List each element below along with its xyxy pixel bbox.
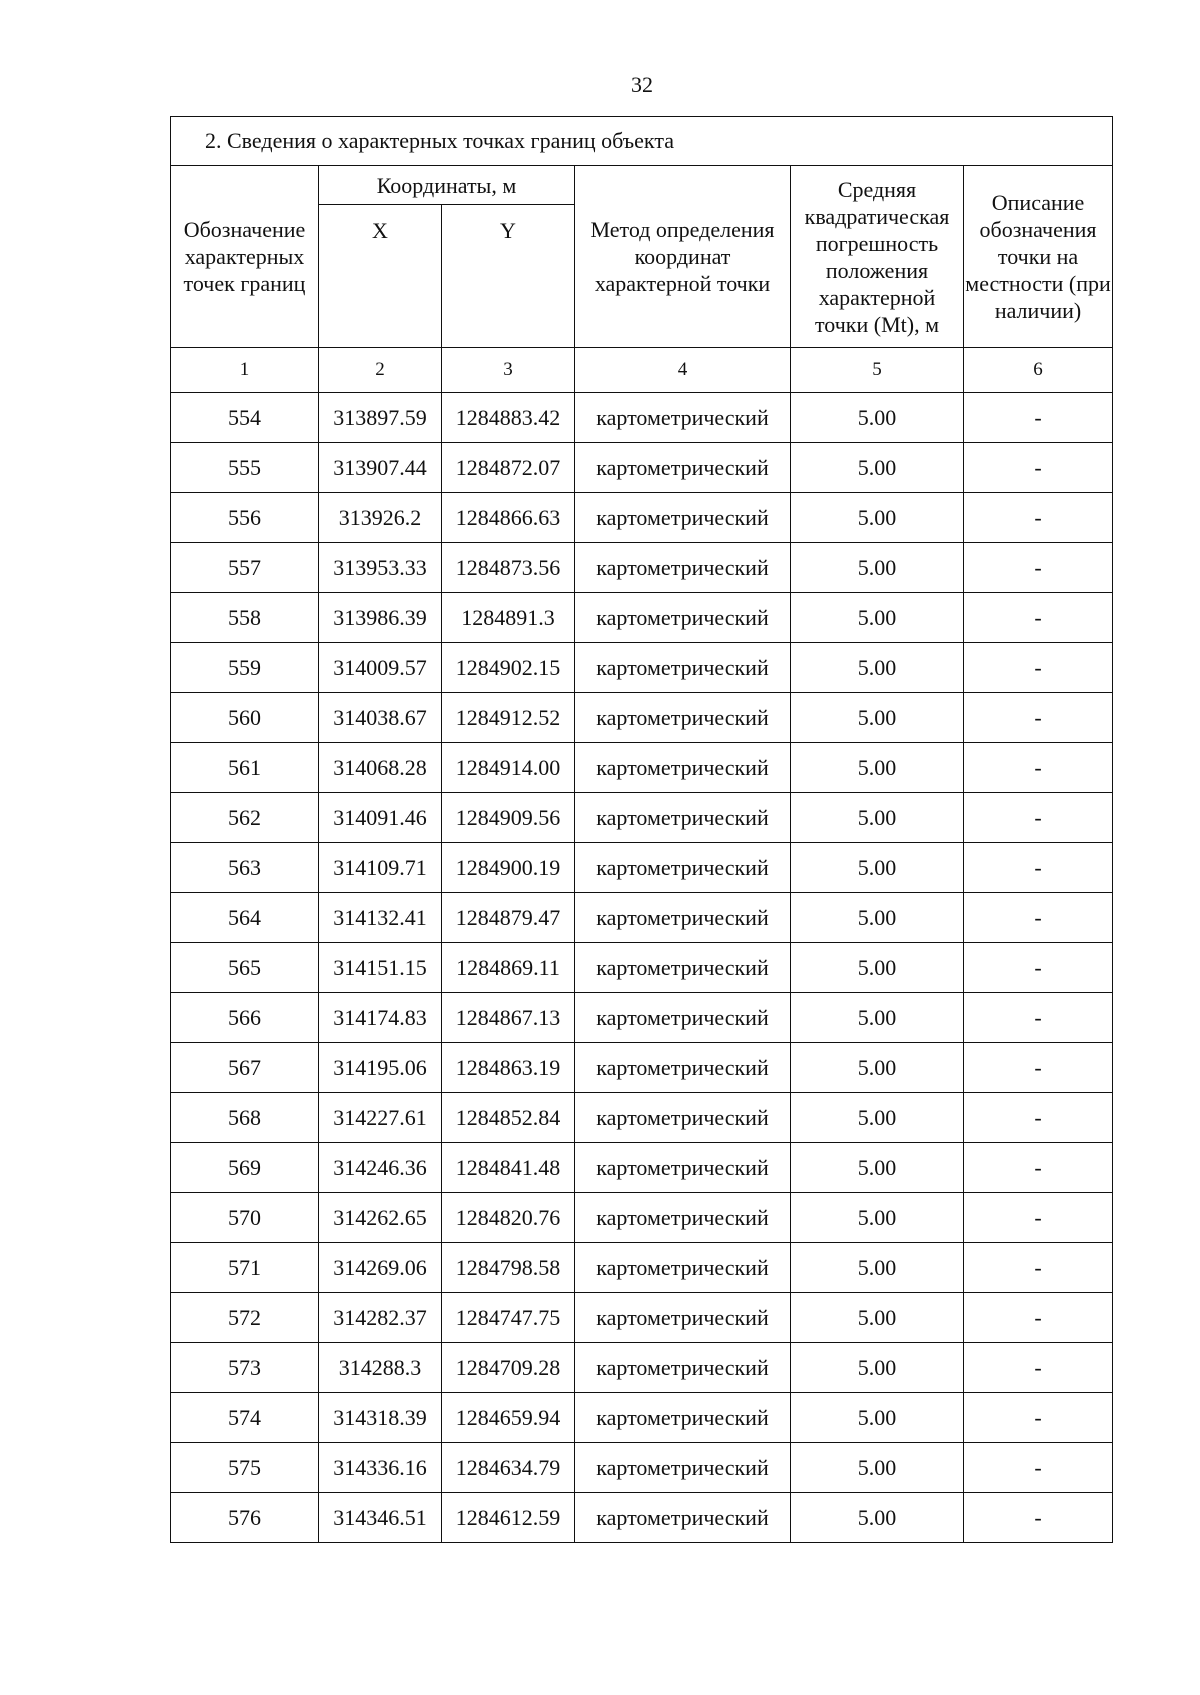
point-id-cell: 574 — [171, 1393, 319, 1443]
header-method: Метод определения координат характерной точки — [575, 166, 791, 348]
point-id-cell: 559 — [171, 643, 319, 693]
x-coordinate-cell: 314038.67 — [319, 693, 442, 743]
error-cell: 5.00 — [791, 1493, 964, 1543]
page-number: 32 — [631, 72, 653, 97]
x-coordinate-cell: 314151.15 — [319, 943, 442, 993]
x-coordinate-cell: 314091.46 — [319, 793, 442, 843]
table-row — [171, 393, 1113, 443]
y-coordinate-cell: 1284902.15 — [442, 643, 575, 693]
description-cell: - — [964, 793, 1113, 843]
error-cell: 5.00 — [791, 993, 964, 1043]
method-cell: картометрический — [575, 793, 791, 843]
x-coordinate-cell: 313897.59 — [319, 393, 442, 443]
method-cell: картометрический — [575, 993, 791, 1043]
table-row — [171, 1293, 1113, 1343]
method-cell: картометрический — [575, 1243, 791, 1293]
x-coordinate-cell: 314195.06 — [319, 1043, 442, 1093]
y-coordinate-cell: 1284912.52 — [442, 693, 575, 743]
x-coordinate-cell: 314282.37 — [319, 1293, 442, 1343]
error-cell: 5.00 — [791, 843, 964, 893]
method-cell: картометрический — [575, 1043, 791, 1093]
x-coordinate-cell: 314227.61 — [319, 1093, 442, 1143]
method-cell: картометрический — [575, 1493, 791, 1543]
section-title: 2. Сведения о характерных точках границ объекта — [171, 117, 1113, 166]
point-id-cell: 576 — [171, 1493, 319, 1543]
description-cell: - — [964, 1043, 1113, 1093]
description-cell: - — [964, 643, 1113, 693]
point-id-cell: 558 — [171, 593, 319, 643]
method-cell: картометрический — [575, 443, 791, 493]
method-cell: картометрический — [575, 943, 791, 993]
method-cell: картометрический — [575, 1393, 791, 1443]
table-row — [171, 1493, 1113, 1543]
table-row — [171, 943, 1113, 993]
header-description: Описание обозначения точки на местности (при наличии) — [964, 166, 1113, 348]
method-cell: картометрический — [575, 1143, 791, 1193]
column-number-row — [171, 348, 1113, 393]
error-cell: 5.00 — [791, 1393, 964, 1443]
table-row — [171, 993, 1113, 1043]
x-coordinate-cell: 314174.83 — [319, 993, 442, 1043]
point-id-cell: 555 — [171, 443, 319, 493]
error-cell: 5.00 — [791, 1143, 964, 1193]
method-cell: картометрический — [575, 643, 791, 693]
description-cell: - — [964, 1243, 1113, 1293]
table-row — [171, 1343, 1113, 1393]
description-cell: - — [964, 1093, 1113, 1143]
header-y: Y — [442, 205, 575, 348]
point-id-cell: 565 — [171, 943, 319, 993]
table-row — [171, 643, 1113, 693]
boundary-points-table — [170, 116, 1113, 1543]
method-cell: картометрический — [575, 1093, 791, 1143]
x-coordinate-cell: 314132.41 — [319, 893, 442, 943]
error-cell: 5.00 — [791, 1443, 964, 1493]
method-cell: картометрический — [575, 893, 791, 943]
description-cell: - — [964, 1143, 1113, 1193]
table-row — [171, 1243, 1113, 1293]
error-cell: 5.00 — [791, 593, 964, 643]
header-designation: Обозначение характерных точек границ — [171, 166, 319, 348]
table-row — [171, 893, 1113, 943]
column-number: 5 — [791, 348, 964, 393]
point-id-cell: 556 — [171, 493, 319, 543]
section-title-row — [171, 117, 1113, 166]
error-cell: 5.00 — [791, 643, 964, 693]
y-coordinate-cell: 1284709.28 — [442, 1343, 575, 1393]
point-id-cell: 572 — [171, 1293, 319, 1343]
error-cell: 5.00 — [791, 1193, 964, 1243]
error-cell: 5.00 — [791, 693, 964, 743]
method-cell: картометрический — [575, 593, 791, 643]
point-id-cell: 557 — [171, 543, 319, 593]
column-number: 2 — [319, 348, 442, 393]
description-cell: - — [964, 1193, 1113, 1243]
x-coordinate-cell: 314262.65 — [319, 1193, 442, 1243]
method-cell: картометрический — [575, 743, 791, 793]
description-cell: - — [964, 693, 1113, 743]
description-cell: - — [964, 493, 1113, 543]
method-cell: картометрический — [575, 693, 791, 743]
x-coordinate-cell: 314068.28 — [319, 743, 442, 793]
y-coordinate-cell: 1284798.58 — [442, 1243, 575, 1293]
x-coordinate-cell: 313926.2 — [319, 493, 442, 543]
point-id-cell: 567 — [171, 1043, 319, 1093]
column-number: 1 — [171, 348, 319, 393]
description-cell: - — [964, 1293, 1113, 1343]
description-cell: - — [964, 393, 1113, 443]
x-coordinate-cell: 314246.36 — [319, 1143, 442, 1193]
error-cell: 5.00 — [791, 443, 964, 493]
method-cell: картометрический — [575, 543, 791, 593]
table-row — [171, 1193, 1113, 1243]
description-cell: - — [964, 1443, 1113, 1493]
error-cell: 5.00 — [791, 543, 964, 593]
error-cell: 5.00 — [791, 1243, 964, 1293]
point-id-cell: 575 — [171, 1443, 319, 1493]
error-cell: 5.00 — [791, 893, 964, 943]
table-row — [171, 1143, 1113, 1193]
y-coordinate-cell: 1284914.00 — [442, 743, 575, 793]
y-coordinate-cell: 1284841.48 — [442, 1143, 575, 1193]
y-coordinate-cell: 1284909.56 — [442, 793, 575, 843]
error-cell: 5.00 — [791, 1293, 964, 1343]
table-row — [171, 1093, 1113, 1143]
table-row — [171, 843, 1113, 893]
method-cell: картометрический — [575, 1193, 791, 1243]
y-coordinate-cell: 1284866.63 — [442, 493, 575, 543]
error-cell: 5.00 — [791, 1093, 964, 1143]
error-cell: 5.00 — [791, 743, 964, 793]
description-cell: - — [964, 943, 1113, 993]
header-row-1 — [171, 166, 1113, 205]
method-cell: картометрический — [575, 843, 791, 893]
method-cell: картометрический — [575, 393, 791, 443]
error-cell: 5.00 — [791, 393, 964, 443]
error-cell: 5.00 — [791, 493, 964, 543]
description-cell: - — [964, 593, 1113, 643]
header-x: X — [319, 205, 442, 348]
y-coordinate-cell: 1284900.19 — [442, 843, 575, 893]
y-coordinate-cell: 1284852.84 — [442, 1093, 575, 1143]
y-coordinate-cell: 1284820.76 — [442, 1193, 575, 1243]
y-coordinate-cell: 1284867.13 — [442, 993, 575, 1043]
x-coordinate-cell: 313907.44 — [319, 443, 442, 493]
description-cell: - — [964, 443, 1113, 493]
method-cell: картометрический — [575, 1443, 791, 1493]
point-id-cell: 573 — [171, 1343, 319, 1393]
y-coordinate-cell: 1284659.94 — [442, 1393, 575, 1443]
point-id-cell: 554 — [171, 393, 319, 443]
table-row — [171, 543, 1113, 593]
point-id-cell: 569 — [171, 1143, 319, 1193]
y-coordinate-cell: 1284872.07 — [442, 443, 575, 493]
x-coordinate-cell: 314336.16 — [319, 1443, 442, 1493]
table-row — [171, 1393, 1113, 1443]
description-cell: - — [964, 743, 1113, 793]
table-row — [171, 493, 1113, 543]
x-coordinate-cell: 313953.33 — [319, 543, 442, 593]
description-cell: - — [964, 993, 1113, 1043]
point-id-cell: 571 — [171, 1243, 319, 1293]
point-id-cell: 560 — [171, 693, 319, 743]
description-cell: - — [964, 543, 1113, 593]
table-row — [171, 443, 1113, 493]
column-number: 6 — [964, 348, 1113, 393]
point-id-cell: 566 — [171, 993, 319, 1043]
y-coordinate-cell: 1284747.75 — [442, 1293, 575, 1343]
y-coordinate-cell: 1284879.47 — [442, 893, 575, 943]
column-number: 3 — [442, 348, 575, 393]
table-row — [171, 593, 1113, 643]
y-coordinate-cell: 1284612.59 — [442, 1493, 575, 1543]
y-coordinate-cell: 1284869.11 — [442, 943, 575, 993]
table-row — [171, 693, 1113, 743]
description-cell: - — [964, 1343, 1113, 1393]
x-coordinate-cell: 314318.39 — [319, 1393, 442, 1443]
error-cell: 5.00 — [791, 793, 964, 843]
point-id-cell: 564 — [171, 893, 319, 943]
x-coordinate-cell: 314109.71 — [319, 843, 442, 893]
x-coordinate-cell: 314288.3 — [319, 1343, 442, 1393]
description-cell: - — [964, 843, 1113, 893]
x-coordinate-cell: 314269.06 — [319, 1243, 442, 1293]
point-id-cell: 561 — [171, 743, 319, 793]
x-coordinate-cell: 314346.51 — [319, 1493, 442, 1543]
point-id-cell: 562 — [171, 793, 319, 843]
error-cell: 5.00 — [791, 1043, 964, 1093]
y-coordinate-cell: 1284891.3 — [442, 593, 575, 643]
description-cell: - — [964, 1493, 1113, 1543]
point-id-cell: 570 — [171, 1193, 319, 1243]
table-row — [171, 743, 1113, 793]
y-coordinate-cell: 1284634.79 — [442, 1443, 575, 1493]
x-coordinate-cell: 314009.57 — [319, 643, 442, 693]
method-cell: картометрический — [575, 493, 791, 543]
error-cell: 5.00 — [791, 943, 964, 993]
method-cell: картометрический — [575, 1343, 791, 1393]
table-row — [171, 1443, 1113, 1493]
error-cell: 5.00 — [791, 1343, 964, 1393]
x-coordinate-cell: 313986.39 — [319, 593, 442, 643]
y-coordinate-cell: 1284873.56 — [442, 543, 575, 593]
description-cell: - — [964, 893, 1113, 943]
table-row — [171, 1043, 1113, 1093]
y-coordinate-cell: 1284863.19 — [442, 1043, 575, 1093]
header-error: Средняя квадратическая погрешность положения характерной точки (Mt), м — [791, 166, 964, 348]
method-cell: картометрический — [575, 1293, 791, 1343]
description-cell: - — [964, 1393, 1113, 1443]
header-coordinates: Координаты, м — [319, 166, 575, 205]
column-number: 4 — [575, 348, 791, 393]
point-id-cell: 563 — [171, 843, 319, 893]
point-id-cell: 568 — [171, 1093, 319, 1143]
y-coordinate-cell: 1284883.42 — [442, 393, 575, 443]
table-row — [171, 793, 1113, 843]
